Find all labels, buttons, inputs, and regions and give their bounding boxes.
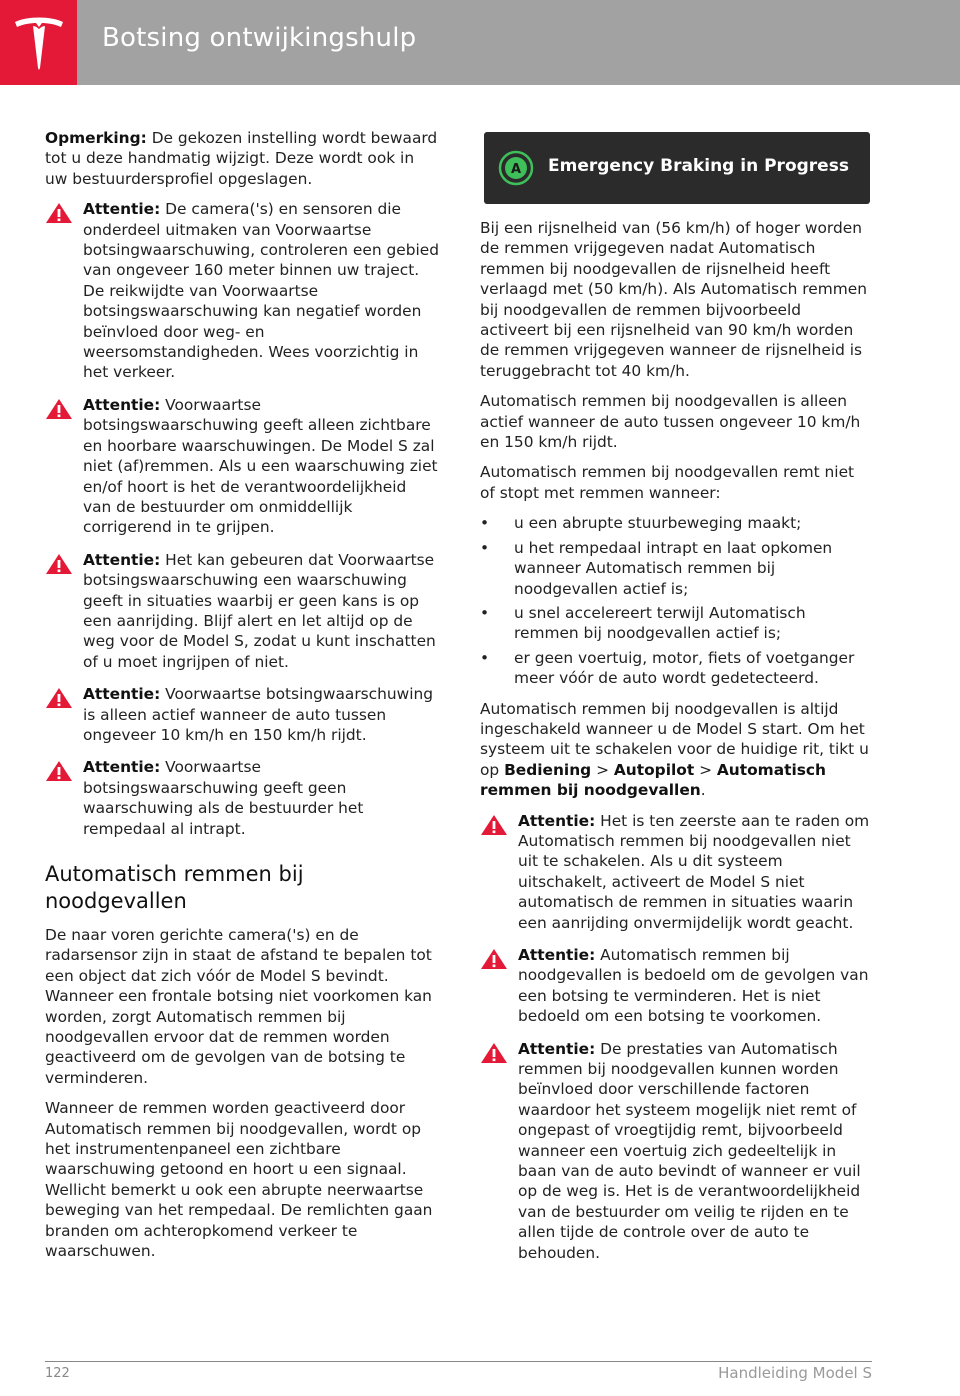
warning-triangle-icon xyxy=(480,948,508,970)
bullet-list xyxy=(480,513,872,688)
warning-block xyxy=(480,811,872,933)
note-paragraph xyxy=(45,128,439,189)
page-header xyxy=(0,0,960,85)
emergency-braking-text: Emergency Braking in Progress xyxy=(548,156,849,176)
body-paragraph: Automatisch remmen bij noodgevallen remt niet of stopt met remmen wanneer: xyxy=(480,463,855,502)
menu-path-aeb: Automatisch remmen bij noodgevallen xyxy=(480,760,826,800)
emergency-braking-image xyxy=(484,132,870,204)
body-paragraph: Wanneer de remmen worden geactiveerd door Automatisch remmen bij noodgevallen, wordt op het instrumentenpaneel een zichtbare waarschuwing getoond en hoort u een signaal. Wellicht bemerkt u ook een abrupte neerwaartse beweging van het rempedaal. De remlichten gaan branden om achteropkomend verkeer te waarschuwen. xyxy=(45,1099,433,1261)
bullet-icon: • xyxy=(480,603,490,622)
warning-triangle-icon xyxy=(480,1042,508,1064)
list-item: • u het rempedaal intrapt en laat opkomen wanneer Automatisch remmen bij noodgevallen actief is; xyxy=(480,538,833,598)
warning-triangle-icon xyxy=(45,553,73,575)
warning-text: Het is ten zeerste aan te raden om Automatisch remmen bij noodgevallen niet uit te schakelen. Als u dit systeem uitschakelt, activeert de Model S niet automatisch de remmen in situaties waarin een aanrijding onvermijdelijk wordt geacht. xyxy=(518,811,870,932)
warning-text: De prestaties van Automatisch remmen bij noodgevallen kunnen worden beïnvloed door verschillende factoren waardoor het systeem mogelijk niet remt of ongepast of vroegtijdig remt, bijvoorbeeld wanneer een voertuig zich gedeeltelijk in baan van de auto bevindt of wanneer er vuil op de weg is. Het is de verantwoordelijkheid van de bestuurder om veilig te rijden en te allen tijde de controle over de auto te behouden. xyxy=(518,1039,861,1262)
warning-triangle-icon xyxy=(480,814,508,836)
warning-block xyxy=(45,395,439,538)
autopilot-a-icon xyxy=(498,150,534,186)
body-paragraph: Automatisch remmen bij noodgevallen is alleen actief wanneer de auto tussen ongeveer 10 km/h en 150 km/h rijdt. xyxy=(480,392,861,452)
right-column xyxy=(480,218,872,1275)
warning-label: Attentie: xyxy=(518,811,596,830)
warning-block xyxy=(45,550,439,672)
list-item: • u een abrupte stuurbeweging maakt; xyxy=(480,514,802,533)
manual-title: Handleiding Model S xyxy=(718,1364,872,1382)
list-item: • u snel accelereert terwijl Automatisch remmen bij noodgevallen actief is; xyxy=(480,603,806,643)
warning-label: Attentie: xyxy=(83,758,161,777)
warning-label: Attentie: xyxy=(518,946,596,964)
bullet-icon: • xyxy=(480,648,490,667)
warning-triangle-icon xyxy=(45,398,73,420)
warning-label: Attentie: xyxy=(83,395,161,414)
footer-divider xyxy=(45,1361,872,1362)
body-paragraph: De naar voren gerichte camera('s) en de radarsensor zijn in staat de afstand te bepalen tot een object dat zich vóór de Model S bevindt. Wanneer een frontale botsing niet voorkomen kan worden, zorgt Automatisch remmen bij noodgevallen ervoor dat de remmen worden geactiveerd om de gevolgen van de botsing te verminderen. xyxy=(45,926,432,1087)
warning-label: Attentie: xyxy=(83,685,161,704)
warning-block xyxy=(480,1039,872,1263)
warning-text: Automatisch remmen bij noodgevallen is bedoeld om de gevolgen van een botsing te verminderen. Het is niet bedoeld om een botsing te voorkomen. xyxy=(518,946,869,1026)
bullet-icon: • xyxy=(480,514,490,533)
warning-triangle-icon xyxy=(45,760,73,782)
warning-text: Voorwaartse botsingwaarschuwing is alleen actief wanneer de auto tussen ongeveer 10 km/h en 150 km/h rijdt. xyxy=(83,685,434,744)
warning-text: Voorwaartse botsingswaarschuwing geeft geen waarschuwing als de bestuurder het rempedaal al intrapt. xyxy=(83,758,364,838)
warning-triangle-icon xyxy=(45,202,73,224)
menu-path-autopilot: Autopilot xyxy=(613,760,695,779)
menu-path-bediening: Bediening xyxy=(504,760,592,779)
warning-block xyxy=(45,757,439,839)
warning-block xyxy=(45,684,439,745)
warning-block xyxy=(45,199,439,383)
warning-label: Attentie: xyxy=(518,1039,596,1058)
page-number: 122 xyxy=(45,1366,70,1381)
autopilot-a-letter: A xyxy=(510,162,522,177)
warning-text: De camera('s) en sensoren die onderdeel uitmaken van Voorwaartse botsingwaarschuwing, controleren een gebied van ongeveer 160 meter binnen uw traject. De reikwijdte van Voorwaartse botsingswaarschuwing kan negatief worden beïnvloed door weg- en weersomstandigheden. Wees voorzichtig in het verkeer. xyxy=(83,200,440,382)
warning-label: Attentie: xyxy=(83,550,161,569)
tesla-logo-icon xyxy=(13,14,65,70)
logo-box xyxy=(0,0,77,85)
page-title: Botsing ontwijkingshulp xyxy=(102,23,417,53)
body-paragraph: Bij een rijsnelheid van (56 km/h) of hoger worden de remmen vrijgegeven nadat Automatisch remmen bij noodgevallen de rijsnelheid heeft verlaagd met (50 km/h). Als Automatisch remmen bij noodgevallen de remmen bijvoorbeeld activeert bij een rijsnelheid van 90 km/h worden de remmen vrijgegeven wanneer de rijsnelheid is teruggebracht tot 40 km/h. xyxy=(480,219,867,380)
warning-block xyxy=(480,945,872,1027)
bullet-icon: • xyxy=(480,538,490,557)
warning-label: Attentie: xyxy=(83,200,161,219)
warning-text: Het kan gebeuren dat Voorwaartse botsingswaarschuwing een waarschuwing geeft in situaties waarbij er geen kans is op een aanrijding. Blijf alert en let altijd op de weg voor de Model S, zodat u kunt inschatten of u moet ingrijpen of niet. xyxy=(83,550,436,671)
section-title: Automatisch remmen bij noodgevallen xyxy=(45,862,304,913)
warning-triangle-icon xyxy=(45,687,73,709)
body-paragraph: Automatisch remmen bij noodgevallen is altijd ingeschakeld wanneer u de Model S start. Om het systeem uit te schakelen voor de huidige rit, tikt u op Bediening > Autopilot > Automatisch remmen bij noodgevallen. xyxy=(480,699,869,800)
note-text: De gekozen instelling wordt bewaard tot u deze handmatig wijzigt. Deze wordt ook in uw bestuurdersprofiel opgeslagen. xyxy=(45,129,438,188)
left-column xyxy=(45,128,439,1272)
note-label: Opmerking: xyxy=(45,129,147,147)
list-item: • er geen voertuig, motor, fiets of voetganger meer vóór de auto wordt gedetecteerd. xyxy=(480,648,855,688)
warning-text: Voorwaartse botsingswaarschuwing geeft alleen zichtbare en hoorbare waarschuwingen. De Model S zal niet (af)remmen. Als u een waarschuwing ziet en/of hoort is het de verantwoordelijkheid van de bestuurder om onmiddellijk corrigerend in te grijpen. xyxy=(83,395,438,537)
